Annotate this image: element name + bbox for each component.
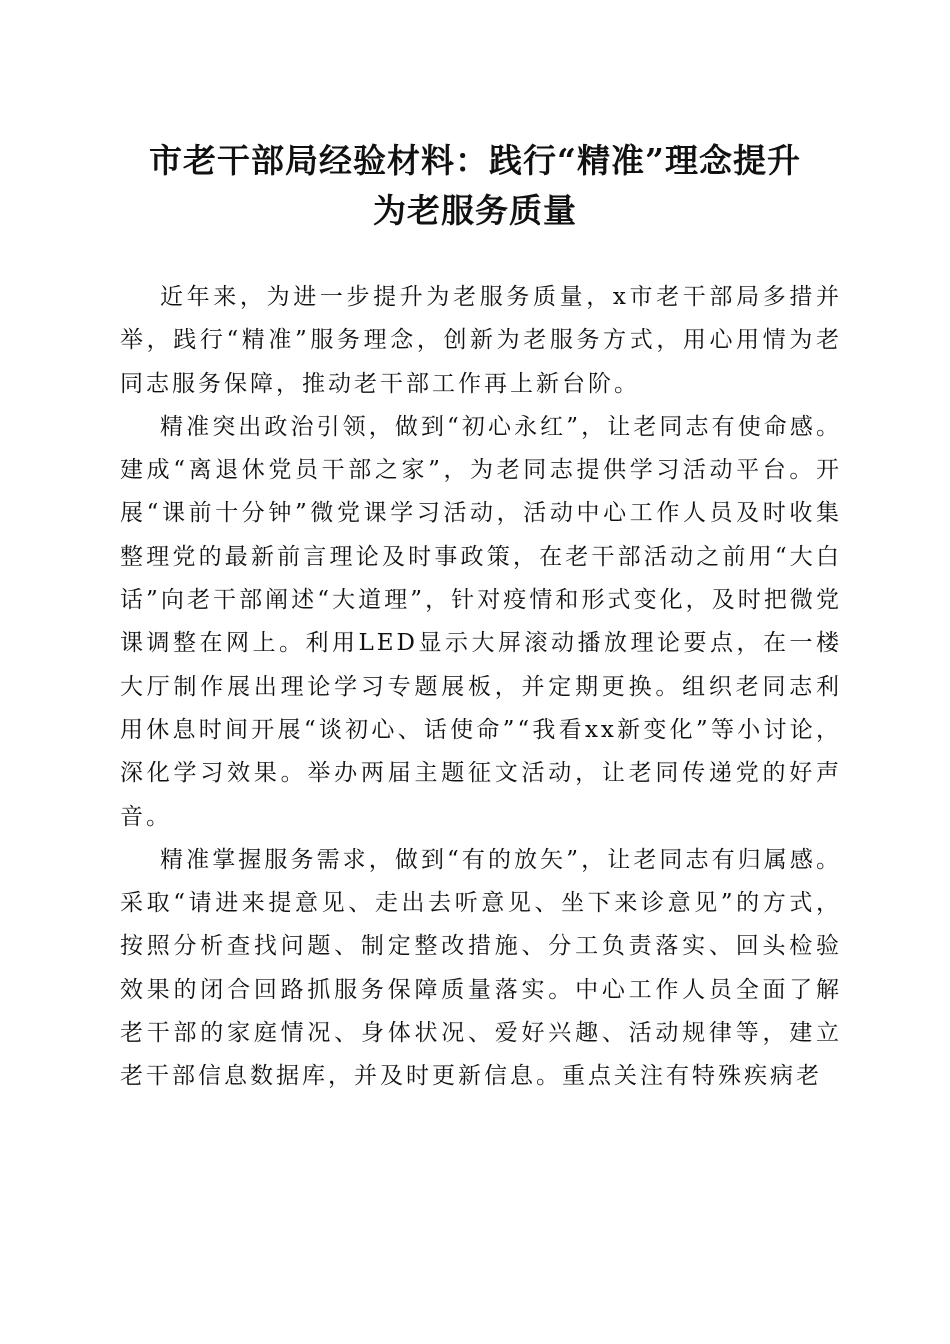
paragraph-intro: 近年来，为进一步提升为老服务质量，x市老干部局多措并举，践行“精准”服务理念，创新为老服务方式，用心用情为老同志服务保障，推动老干部工作再上新台阶。 <box>120 284 842 397</box>
title-line-2: 为老服务质量 <box>373 191 577 230</box>
title-line-1: 市老干部局经验材料：践行“精准”理念提升 <box>149 141 801 180</box>
document-body <box>120 276 842 1099</box>
paragraph-service-needs: 精准掌握服务需求，做到“有的放矢”，让老同志有归属感。采取“请进来提意见、走出去听意见、坐下来诊意见”的方式，按照分析查找问题、制定整改措施、分工负责落实、回头检验效果的闭合回路抓服务保障质量落实。中心工作人员全面了解老干部的家庭情况、身体状况、爱好兴趣、活动规律等，建立老干部信息数据库，并及时更新信息。重点关注有特殊疾病老 <box>120 846 842 1090</box>
document-title <box>110 136 840 236</box>
paragraph-political-guidance: 精准突出政治引领，做到“初心永红”，让老同志有使命感。建成“离退休党员干部之家”，为老同志提供学习活动平台。开展“课前十分钟”微党课学习活动，活动中心工作人员及时收集整理党的最新前言理论及时事政策，在老干部活动之前用“大白话”向老干部阐述“大道理”，针对疫情和形式变化，及时把微党课调整在网上。利用LED显示大屏滚动播放理论要点，在一楼大厅制作展出理论学习专题展板，并定期更换。组织老同志利用休息时间开展“谈初心、话使命”“我看xx新变化”等小讨论，深化学习效果。举办两届主题征文活动，让老同传递党的好声音。 <box>120 413 842 830</box>
